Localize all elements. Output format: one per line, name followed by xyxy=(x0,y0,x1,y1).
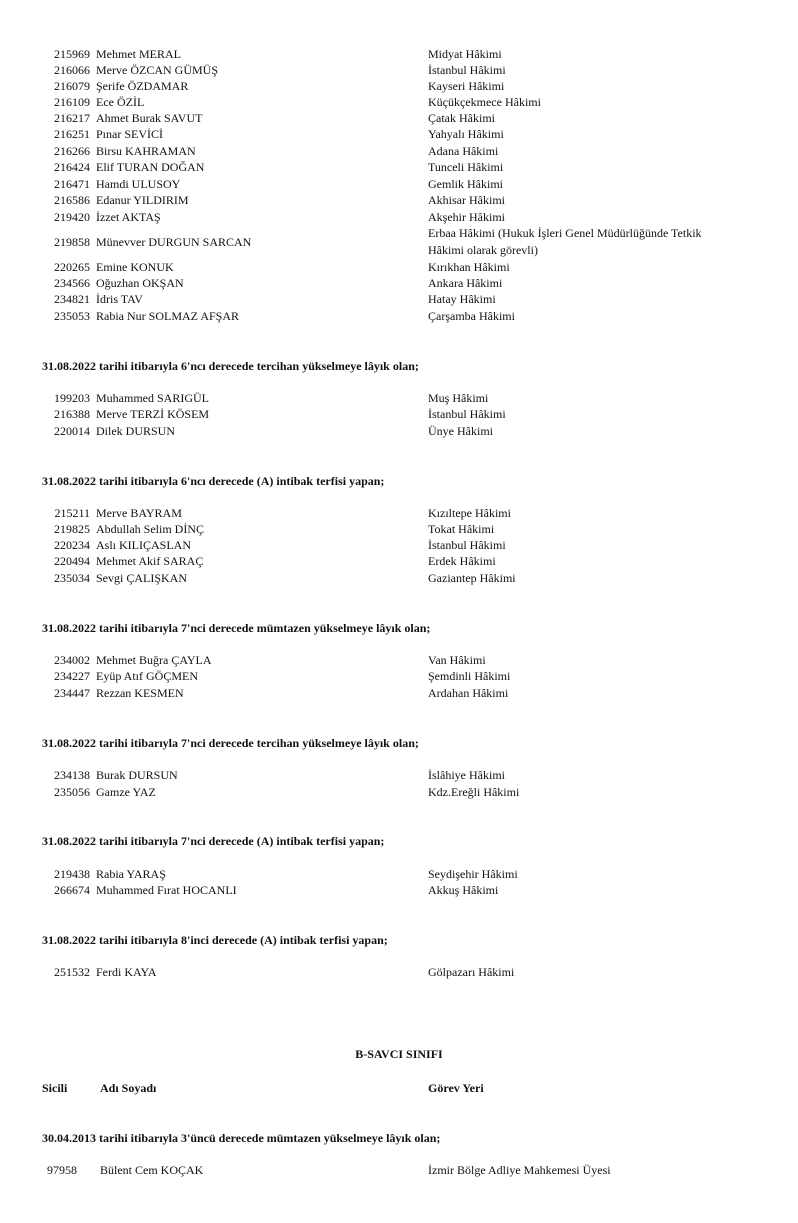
sicil: 220494 xyxy=(54,554,90,568)
table-row xyxy=(0,553,798,569)
sicil: 219825 xyxy=(54,522,90,536)
sicil: 216066 xyxy=(54,63,90,77)
sicil: 234447 xyxy=(54,686,90,700)
duty-station: Yahyalı Hâkimi xyxy=(428,127,504,141)
table-row xyxy=(0,866,798,882)
full-name: Muhammed SARIGÜL xyxy=(96,391,209,405)
duty-station: Midyat Hâkimi xyxy=(428,47,502,61)
table-row xyxy=(0,652,798,668)
duty-station: Çatak Hâkimi xyxy=(428,111,495,125)
column-header-sicil: Sicili xyxy=(42,1081,68,1095)
sicil: 219438 xyxy=(54,867,90,881)
duty-station: Ankara Hâkimi xyxy=(428,276,503,290)
table-row xyxy=(0,159,798,175)
table-row xyxy=(0,94,798,110)
full-name: Eyüp Atıf GÖÇMEN xyxy=(96,669,198,683)
sicil: 234227 xyxy=(54,669,90,683)
full-name: Merve BAYRAM xyxy=(96,506,182,520)
duty-station: Akhisar Hâkimi xyxy=(428,193,505,207)
duty-station: Adana Hâkimi xyxy=(428,144,499,158)
sicil: 216266 xyxy=(54,144,90,158)
table-row xyxy=(0,46,798,62)
sicil: 216471 xyxy=(54,177,90,191)
duty-station: İzmir Bölge Adliye Mahkemesi Üyesi xyxy=(428,1163,611,1177)
table-row xyxy=(0,143,798,159)
sicil: 215969 xyxy=(54,47,90,61)
full-name: Dilek DURSUN xyxy=(96,424,176,438)
sicil: 216388 xyxy=(54,407,90,421)
full-name: Şerife ÖZDAMAR xyxy=(96,79,189,93)
sicil: 219858 xyxy=(54,235,90,249)
duty-station: Kızıltepe Hâkimi xyxy=(428,506,511,520)
column-header-duty-station: Görev Yeri xyxy=(428,1081,484,1095)
duty-station: Gaziantep Hâkimi xyxy=(428,571,516,585)
duty-station: Seydişehir Hâkimi xyxy=(428,867,518,881)
table-row xyxy=(0,964,798,980)
table-row xyxy=(0,767,798,783)
table-row xyxy=(0,110,798,126)
sicil: 220234 xyxy=(54,538,90,552)
sicil: 216109 xyxy=(54,95,90,109)
sicil: 234138 xyxy=(54,768,90,782)
full-name: Pınar SEVİCİ xyxy=(96,127,163,141)
full-name: Mehmet MERAL xyxy=(96,47,181,61)
table-row xyxy=(0,259,798,275)
table-row xyxy=(0,521,798,537)
sicil: 219420 xyxy=(54,210,90,224)
section-heading: 31.08.2022 tarihi itibarıyla 7'nci derecede tercihan yükselmeye lâyık olan; xyxy=(42,736,419,750)
table-row xyxy=(0,784,798,800)
section-heading: 31.08.2022 tarihi itibarıyla 6'ncı derecede tercihan yükselmeye lâyık olan; xyxy=(42,359,419,373)
full-name: Burak DURSUN xyxy=(96,768,178,782)
table-row xyxy=(0,406,798,422)
table-row xyxy=(0,176,798,192)
table-row xyxy=(0,192,798,208)
sicil: 234566 xyxy=(54,276,90,290)
section-heading: 30.04.2013 tarihi itibarıyla 3'üncü derecede mümtazen yükselmeye lâyık olan; xyxy=(42,1131,441,1145)
full-name: Mehmet Buğra ÇAYLA xyxy=(96,653,212,667)
duty-station: İstanbul Hâkimi xyxy=(428,538,506,552)
section-heading: 31.08.2022 tarihi itibarıyla 6'ncı derecede (A) intibak terfisi yapan; xyxy=(42,474,385,488)
table-row xyxy=(0,225,798,259)
duty-station: Kırıkhan Hâkimi xyxy=(428,260,510,274)
full-name: Mehmet Akif SARAÇ xyxy=(96,554,204,568)
full-name: Aslı KILIÇASLAN xyxy=(96,538,191,552)
table-row xyxy=(0,126,798,142)
duty-station: Erdek Hâkimi xyxy=(428,554,496,568)
table-row xyxy=(0,570,798,586)
full-name: Ece ÖZİL xyxy=(96,95,145,109)
table-row xyxy=(0,423,798,439)
duty-station: Muş Hâkimi xyxy=(428,391,489,405)
duty-station: Ardahan Hâkimi xyxy=(428,686,509,700)
full-name: İdris TAV xyxy=(96,292,143,306)
duty-station: İstanbul Hâkimi xyxy=(428,407,506,421)
table-row xyxy=(0,62,798,78)
sicil: 216217 xyxy=(54,111,90,125)
full-name: Ferdi KAYA xyxy=(96,965,157,979)
sicil: 216079 xyxy=(54,79,90,93)
full-name: Rabia Nur SOLMAZ AFŞAR xyxy=(96,309,240,323)
sicil: 97958 xyxy=(47,1163,77,1177)
duty-station: İstanbul Hâkimi xyxy=(428,63,506,77)
full-name: Merve TERZİ KÖSEM xyxy=(96,407,210,421)
duty-station: Akkuş Hâkimi xyxy=(428,883,499,897)
duty-station: Tunceli Hâkimi xyxy=(428,160,504,174)
full-name: Oğuzhan OKŞAN xyxy=(96,276,184,290)
full-name: Muhammed Fırat HOCANLI xyxy=(96,883,237,897)
sicil: 235034 xyxy=(54,571,90,585)
section-heading: 31.08.2022 tarihi itibarıyla 8'inci derecede (A) intibak terfisi yapan; xyxy=(42,933,388,947)
column-header-name: Adı Soyadı xyxy=(100,1081,157,1095)
duty-station: Çarşamba Hâkimi xyxy=(428,309,515,323)
table-row xyxy=(0,291,798,307)
sicil: 235053 xyxy=(54,309,90,323)
section-heading: 31.08.2022 tarihi itibarıyla 7'nci derecede mümtazen yükselmeye lâyık olan; xyxy=(42,621,431,635)
duty-station: Şemdinli Hâkimi xyxy=(428,669,511,683)
full-name: Abdullah Selim DİNÇ xyxy=(96,522,204,536)
duty-station: Küçükçekmece Hâkimi xyxy=(428,95,541,109)
table-row xyxy=(0,78,798,94)
sicil: 199203 xyxy=(54,391,90,405)
duty-station: Ünye Hâkimi xyxy=(428,424,493,438)
table-row xyxy=(0,668,798,684)
full-name: Sevgi ÇALIŞKAN xyxy=(96,571,188,585)
table-row xyxy=(0,505,798,521)
table-row xyxy=(0,537,798,553)
duty-station: Tokat Hâkimi xyxy=(428,522,495,536)
full-name: Birsu KAHRAMAN xyxy=(96,144,196,158)
full-name: Rezzan KESMEN xyxy=(96,686,184,700)
table-row xyxy=(0,1162,798,1178)
duty-station: Van Hâkimi xyxy=(428,653,486,667)
sicil: 234002 xyxy=(54,653,90,667)
duty-station: İslâhiye Hâkimi xyxy=(428,768,505,782)
table-row xyxy=(0,882,798,898)
full-name: Elif TURAN DOĞAN xyxy=(96,160,205,174)
full-name: Edanur YILDIRIM xyxy=(96,193,189,207)
section-heading: 31.08.2022 tarihi itibarıyla 7'nci derecede (A) intibak terfisi yapan; xyxy=(42,834,385,848)
full-name: Münevver DURGUN SARCAN xyxy=(96,235,252,249)
full-name: İzzet AKTAŞ xyxy=(96,210,161,224)
table-row xyxy=(0,209,798,225)
sicil: 235056 xyxy=(54,785,90,799)
sicil: 266674 xyxy=(54,883,90,897)
sicil: 216251 xyxy=(54,127,90,141)
table-row xyxy=(0,685,798,701)
duty-station: Gölpazarı Hâkimi xyxy=(428,965,515,979)
table-row xyxy=(0,275,798,291)
duty-station: Gemlik Hâkimi xyxy=(428,177,503,191)
sicil: 216424 xyxy=(54,160,90,174)
sicil: 234821 xyxy=(54,292,90,306)
sicil: 251532 xyxy=(54,965,90,979)
table-row xyxy=(0,390,798,406)
duty-station: Kayseri Hâkimi xyxy=(428,79,505,93)
table-row xyxy=(0,308,798,324)
full-name: Emine KONUK xyxy=(96,260,174,274)
full-name: Bülent Cem KOÇAK xyxy=(100,1163,204,1177)
full-name: Ahmet Burak SAVUT xyxy=(96,111,203,125)
full-name: Rabia YARAŞ xyxy=(96,867,166,881)
full-name: Hamdi ULUSOY xyxy=(96,177,181,191)
sicil: 215211 xyxy=(54,506,90,520)
sicil: 220265 xyxy=(54,260,90,274)
full-name: Gamze YAZ xyxy=(96,785,156,799)
duty-station: Hatay Hâkimi xyxy=(428,292,496,306)
full-name: Merve ÖZCAN GÜMÜŞ xyxy=(96,63,218,77)
duty-station: Akşehir Hâkimi xyxy=(428,210,505,224)
savci-class-title: B-SAVCI SINIFI xyxy=(355,1047,443,1061)
duty-station: Erbaa Hâkimi (Hukuk İşleri Genel Müdürlüğünde Tetkik Hâkimi olarak görevli) xyxy=(428,226,702,257)
sicil: 220014 xyxy=(54,424,90,438)
sicil: 216586 xyxy=(54,193,90,207)
duty-station: Kdz.Ereğli Hâkimi xyxy=(428,785,520,799)
